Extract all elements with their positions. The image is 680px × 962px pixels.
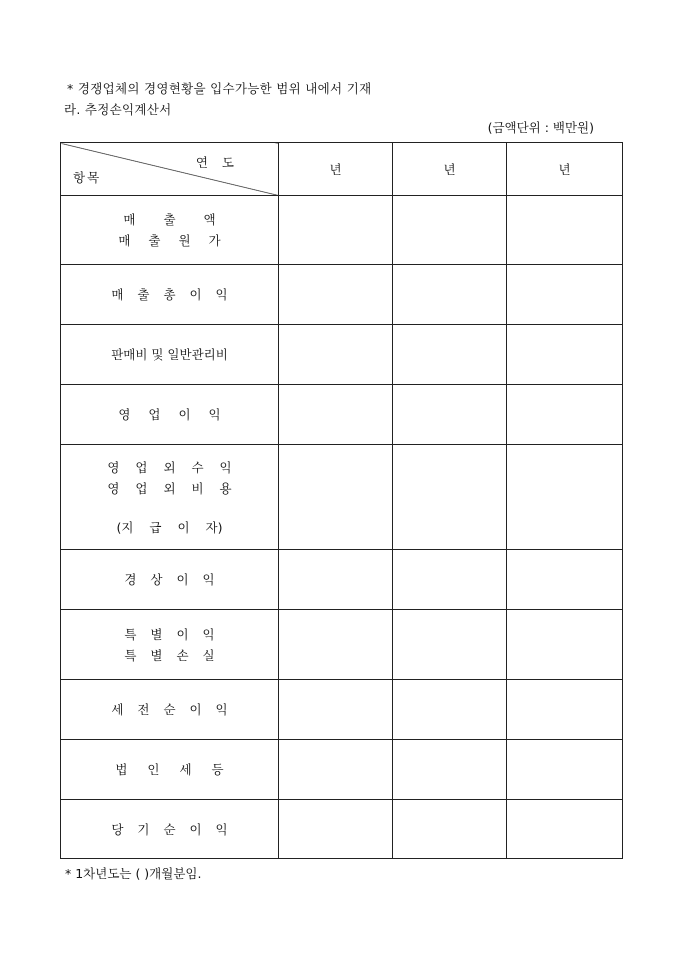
value-cell[interactable] xyxy=(507,265,623,325)
row-label-sga: 판매비 및 일반관리비 xyxy=(61,325,279,385)
row-label-corporate-tax: 법 인 세 등 xyxy=(61,740,279,800)
value-cell[interactable] xyxy=(279,740,393,800)
table-row xyxy=(61,385,623,445)
currency-unit-note: (금액단위 : 백만원) xyxy=(487,120,594,135)
year-header-2: 년 xyxy=(393,143,507,196)
year-header-1: 년 xyxy=(279,143,393,196)
value-cell[interactable] xyxy=(393,385,507,445)
row-label-gross-profit: 매 출 총 이 익 xyxy=(61,265,279,325)
table-row xyxy=(61,740,623,800)
value-cell[interactable] xyxy=(393,196,507,265)
value-cell[interactable] xyxy=(279,800,393,859)
value-cell[interactable] xyxy=(279,550,393,610)
row-label-pretax-income: 세 전 순 이 익 xyxy=(61,680,279,740)
row-label-ordinary-profit: 경 상 이 익 xyxy=(61,550,279,610)
row-label-sales: 매 출 액 매 출 원 가 xyxy=(61,196,279,265)
value-cell[interactable] xyxy=(507,740,623,800)
value-cell[interactable] xyxy=(507,610,623,680)
year-label: 연도 xyxy=(195,155,248,170)
value-cell[interactable] xyxy=(507,325,623,385)
section-title: 라. 추정손익계산서 xyxy=(64,102,172,117)
value-cell[interactable] xyxy=(393,610,507,680)
table-row xyxy=(61,325,623,385)
diagonal-header-cell xyxy=(61,143,279,196)
header-row xyxy=(61,143,623,196)
value-cell[interactable] xyxy=(279,196,393,265)
footnote: * 1차년도는 ( )개월분임. xyxy=(65,866,202,881)
value-cell[interactable] xyxy=(279,385,393,445)
table-row xyxy=(61,610,623,680)
value-cell[interactable] xyxy=(507,550,623,610)
value-cell[interactable] xyxy=(507,800,623,859)
value-cell[interactable] xyxy=(393,550,507,610)
value-cell[interactable] xyxy=(507,385,623,445)
value-cell[interactable] xyxy=(507,445,623,550)
value-cell[interactable] xyxy=(393,800,507,859)
table-row xyxy=(61,265,623,325)
value-cell[interactable] xyxy=(279,445,393,550)
value-cell[interactable] xyxy=(279,680,393,740)
value-cell[interactable] xyxy=(393,740,507,800)
value-cell[interactable] xyxy=(279,265,393,325)
value-cell[interactable] xyxy=(393,680,507,740)
table-row xyxy=(61,550,623,610)
row-label-operating-profit: 영 업 이 익 xyxy=(61,385,279,445)
value-cell[interactable] xyxy=(393,445,507,550)
table-row xyxy=(61,800,623,859)
interest-expense-label: (지 급 이 자) xyxy=(116,519,223,535)
value-cell[interactable] xyxy=(393,325,507,385)
table-row xyxy=(61,680,623,740)
value-cell[interactable] xyxy=(507,196,623,265)
value-cell[interactable] xyxy=(279,325,393,385)
table-row xyxy=(61,196,623,265)
row-label-net-income: 당 기 순 이 익 xyxy=(61,800,279,859)
value-cell[interactable] xyxy=(507,680,623,740)
item-label: 항목 xyxy=(73,170,102,185)
row-label-extraordinary: 특 별 이 익 특 별 손 실 xyxy=(61,610,279,680)
income-statement-table xyxy=(60,142,623,859)
value-cell[interactable] xyxy=(393,265,507,325)
value-cell[interactable] xyxy=(279,610,393,680)
instruction-note: * 경쟁업체의 경영현황을 입수가능한 범위 내에서 기재 xyxy=(67,81,372,96)
table-row xyxy=(61,445,623,550)
row-label-non-operating: 영 업 외 수 익 영 업 외 비 용 (지 급 이 자) xyxy=(61,445,279,550)
year-header-3: 년 xyxy=(507,143,623,196)
